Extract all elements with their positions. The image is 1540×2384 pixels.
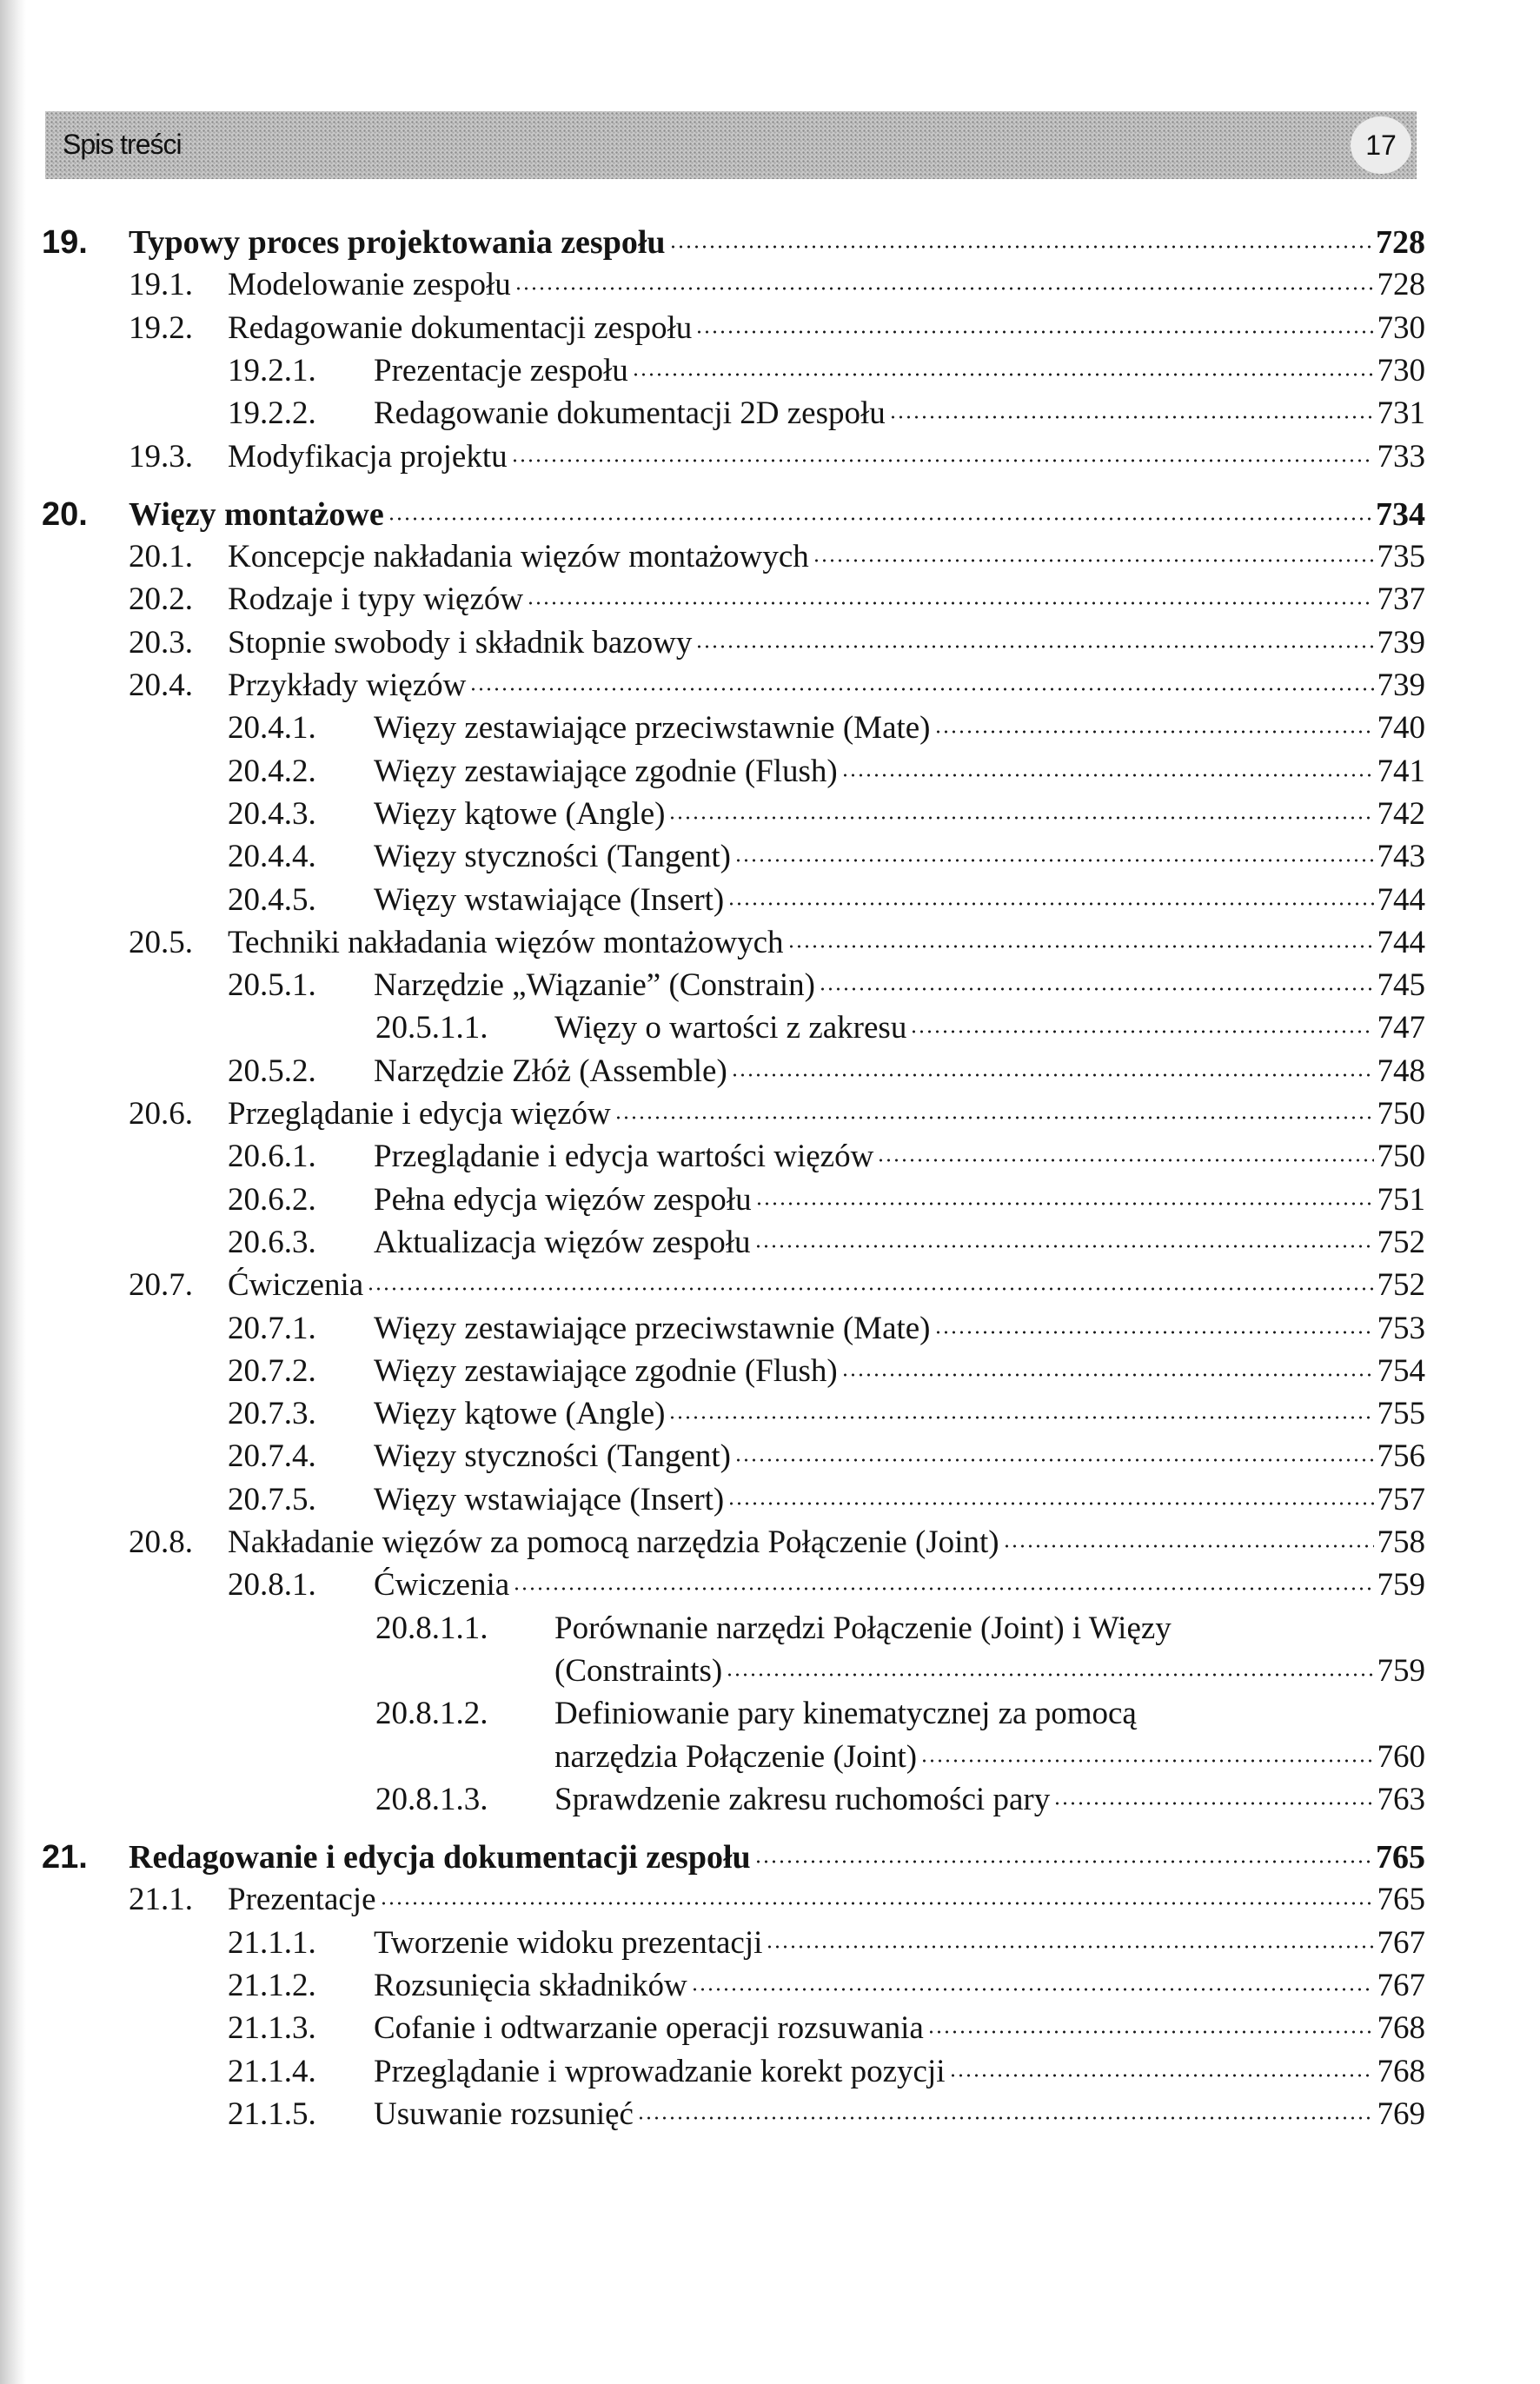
entry-number: 21.1.2. [228,1968,316,2003]
toc-entry[interactable] [0,922,1425,964]
entry-line [129,1836,1425,1878]
page-number: 731 [1377,395,1425,432]
entry-title: Więzy kątowe (Angle) [374,1396,666,1432]
entry-line [374,393,1425,435]
entry-line [228,922,1425,964]
entry-number: 19.2.1. [228,352,316,388]
dot-leader [927,2028,1374,2036]
entry-number: 20.7. [129,1267,193,1304]
entry-number: 20.4.1. [228,710,316,747]
entry-title: Redagowanie dokumentacji zespołu [228,309,693,346]
toc-entry[interactable] [0,2051,1425,2093]
toc-entry[interactable] [0,2094,1425,2135]
toc-entry[interactable] [0,836,1425,878]
entry-line [374,1564,1425,1606]
entry-line [554,1007,1425,1049]
page-number: 728 [1376,224,1425,261]
toc-entry[interactable] [0,1879,1425,1921]
toc-entry[interactable] [0,393,1425,435]
dot-leader [949,2071,1374,2080]
entry-title: Więzy zestawiające przeciwstawnie (Mate) [374,1310,931,1346]
entry-number: 20.2. [129,581,193,618]
toc-entry[interactable] [0,1308,1425,1350]
entry-title: Więzy styczności (Tangent) [374,839,731,875]
entry-number: 20.8. [129,1524,193,1560]
dot-leader [469,685,1373,694]
dot-leader [637,2114,1374,2122]
page-number: 768 [1377,2053,1425,2089]
entry-title-line1: Definiowanie pary kinematycznej za pomocą [554,1696,1137,1732]
dot-leader [727,900,1373,908]
entry-title: narzędzia Połączenie (Joint) [554,1738,918,1775]
toc-entry[interactable] [0,1436,1425,1478]
entry-title: Tworzenie widoku prezentacji [374,1924,763,1961]
entry-number: 20.5. [129,924,193,960]
entry-line [374,1479,1425,1521]
toc-entry[interactable] [0,536,1425,578]
entry-line [129,222,1425,263]
dot-leader [511,456,1374,465]
entry-number: 20.4.4. [228,839,316,875]
entry-line [228,1265,1425,1306]
page-number: 759 [1377,1652,1425,1689]
chapter-number: 21. [42,1839,88,1876]
page-number: 733 [1377,438,1425,475]
entry-title: Więzy wstawiające (Insert) [374,1481,725,1517]
toc-entry[interactable] [0,1222,1425,1264]
dot-leader [841,771,1374,780]
entry-line [228,579,1425,621]
toc-entry[interactable] [0,751,1425,793]
toc-entry[interactable] [0,1922,1425,1964]
entry-number: 20.5.2. [228,1053,316,1089]
entry-number: 20.6.3. [228,1224,316,1260]
chapter-number: 20. [42,495,88,533]
dot-leader [934,1328,1374,1337]
entry-title: Rozsunięcia składników [374,1968,687,2003]
entry-line [374,1922,1425,1964]
page-number: 748 [1377,1053,1425,1089]
entry-line [374,1308,1425,1350]
entry-title: Więzy zestawiające zgodnie (Flush) [374,1352,838,1389]
dot-leader [695,328,1373,336]
page-number: 743 [1377,839,1425,875]
entry-line [374,794,1425,835]
page-number: 769 [1377,2095,1425,2132]
page-number: 754 [1377,1352,1425,1389]
dot-leader [754,1242,1374,1251]
entry-line [129,494,1425,535]
page-number: 735 [1377,539,1425,575]
page-number: 742 [1377,795,1425,832]
dot-leader [1003,1542,1374,1551]
entry-number: 19.1. [129,267,193,303]
entry-number: 20.4.3. [228,795,316,832]
dot-leader [731,1071,1374,1079]
chapter-entry[interactable] [0,1836,1425,1878]
dot-leader [695,642,1373,651]
entry-number: 21.1.1. [228,1924,316,1961]
chapter-title: Redagowanie i edycja dokumentacji zespołu [129,1839,751,1876]
toc-entry[interactable] [0,1522,1425,1564]
entry-line [554,1779,1425,1821]
entry-title: Przeglądanie i wprowadzanie korekt pozycji [374,2053,946,2089]
dot-leader [734,1456,1374,1464]
dot-leader [877,1156,1373,1165]
dot-leader [727,1499,1373,1508]
entry-number: 21.1. [129,1882,193,1918]
entry-number: 20.6. [129,1096,193,1132]
entry-title: Koncepcje nakładania więzów montażowych [228,539,809,575]
dot-leader [920,1756,1373,1765]
entry-title: Redagowanie dokumentacji 2D zespołu [374,395,886,432]
page-number: 739 [1377,624,1425,661]
entry-line [374,1222,1425,1264]
entry-number: 20.4.2. [228,753,316,789]
entry-number: 20.5.1. [228,967,316,1004]
entry-title: Przeglądanie i edycja więzów [228,1096,611,1132]
entry-number: 20.3. [129,624,193,661]
toc-entry[interactable] [0,965,1425,1006]
page-number: 734 [1376,495,1425,533]
entry-line [374,880,1425,921]
entry-title: Usuwanie rozsunięć [374,2095,634,2132]
page-number: 750 [1377,1139,1425,1175]
chapter-title: Więzy montażowe [129,495,384,533]
entry-line [374,1351,1425,1392]
entry-line [228,436,1425,478]
toc-entry[interactable] [0,622,1425,664]
entry-number: 20.7.1. [228,1310,316,1346]
entry-title: Więzy styczności (Tangent) [374,1438,731,1475]
entry-line [228,1093,1425,1135]
entry-line [374,707,1425,749]
entry-title: Prezentacje [228,1882,376,1918]
dot-leader [910,1027,1373,1036]
page-number: 765 [1376,1839,1425,1876]
entry-title: Techniki nakładania więzów montażowych [228,924,784,960]
toc-entry[interactable] [0,880,1425,921]
entry-title: Sprawdzenie zakresu ruchomości pary [554,1781,1051,1817]
page-number: 760 [1377,1738,1425,1775]
entry-title: Narzędzie Złóż (Assemble) [374,1053,727,1089]
dot-leader [787,942,1374,951]
entry-title: Rodzaje i typy więzów [228,581,524,618]
entry-number: 21.1.4. [228,2053,316,2089]
entry-title: Modelowanie zespołu [228,267,511,303]
page-number: 767 [1377,1968,1425,2003]
entry-title: Nakładanie więzów za pomocą narzędzia Połączenie (Joint) [228,1524,999,1560]
page-number: 755 [1377,1396,1425,1432]
entry-number: 20.7.3. [228,1396,316,1432]
entry-number: 20.6.1. [228,1139,316,1175]
entry-line [228,665,1425,707]
entry-number: 20.8.1.3. [375,1781,488,1817]
toc-entry[interactable] [0,665,1425,707]
entry-line [554,1650,1425,1692]
page-number: 758 [1377,1524,1425,1560]
page-number: 752 [1377,1224,1425,1260]
entry-title: Przykłady więzów [228,667,467,703]
dot-leader [766,1942,1373,1951]
toc-entry[interactable] [0,2008,1425,2049]
entry-line [374,836,1425,878]
toc-entry-continuation[interactable] [0,1650,1425,1692]
entry-line [228,1522,1425,1564]
toc-entry[interactable] [0,436,1425,478]
entry-number: 21.1.5. [228,2095,316,2132]
entry-number: 20.4.5. [228,881,316,918]
dot-leader [668,813,1373,822]
chapter-number: 19. [42,224,88,261]
chapter-entry[interactable] [0,222,1425,263]
entry-title: Więzy o wartości z zakresu [554,1010,907,1046]
entry-title: (Constraints) [554,1652,723,1689]
toc-entry[interactable] [0,1136,1425,1178]
entry-number: 20.1. [129,539,193,575]
page-number: 745 [1377,967,1425,1004]
entry-number: 19.2. [129,309,193,346]
dot-leader [1053,1799,1373,1808]
entry-line [374,751,1425,793]
toc-entry[interactable] [0,1693,1425,1735]
page-number: 740 [1377,710,1425,747]
page-number: 753 [1377,1310,1425,1346]
entry-title: Pełna edycja więzów zespołu [374,1181,752,1218]
page-number: 737 [1377,581,1425,618]
entry-number: 19.2.2. [228,395,316,432]
dot-leader [934,727,1374,736]
entry-line [374,1136,1425,1178]
toc-entry[interactable] [0,1265,1425,1306]
dot-leader [367,1285,1373,1293]
toc-entry[interactable] [0,1007,1425,1049]
entry-line [228,308,1425,349]
dot-leader [726,1670,1373,1679]
entry-line [374,1393,1425,1435]
toc-entry[interactable] [0,1564,1425,1606]
entry-line [228,264,1425,306]
entry-line [554,1737,1425,1778]
page-number: 765 [1377,1882,1425,1918]
page-number: 768 [1377,2010,1425,2047]
entry-line [374,965,1425,1006]
page-number: 730 [1377,309,1425,346]
dot-leader [841,1371,1374,1379]
entry-title: Stopnie swobody i składnik bazowy [228,624,693,661]
toc-entry[interactable] [0,1393,1425,1435]
page-number: 744 [1377,924,1425,960]
entry-number: 20.8.1. [228,1567,316,1604]
entry-number: 20.7.2. [228,1352,316,1389]
entry-title: Więzy wstawiające (Insert) [374,881,725,918]
entry-number: 20.6.2. [228,1181,316,1218]
page-number: 739 [1377,667,1425,703]
entry-title: Narzędzie „Wiązanie” (Constrain) [374,967,815,1004]
chapter-title: Typowy proces projektowania zespołu [129,224,666,261]
entry-title: Cofanie i odtwarzanie operacji rozsuwania [374,2010,924,2047]
toc-entry[interactable] [0,1479,1425,1521]
entry-line [228,622,1425,664]
chapter-entry[interactable] [0,494,1425,535]
dot-leader [889,413,1374,422]
entry-title-line1: Porównanie narzędzi Połączenie (Joint) i Więzy [554,1610,1172,1646]
entry-line [374,1051,1425,1092]
toc-entry-continuation[interactable] [0,1737,1425,1778]
entry-line [374,1965,1425,2007]
entry-line [228,1879,1425,1921]
page-number: 752 [1377,1267,1425,1304]
page-number: 747 [1377,1010,1425,1046]
entry-line [374,2051,1425,2093]
toc-entry[interactable] [0,1965,1425,2007]
dot-leader [754,1857,1372,1866]
entry-line [374,2094,1425,2135]
dot-leader [632,370,1374,379]
page-number: 767 [1377,1924,1425,1961]
dot-leader [514,284,1374,293]
page-number: 744 [1377,881,1425,918]
entry-line [374,2008,1425,2049]
entry-line [374,1436,1425,1478]
dot-leader [755,1199,1374,1208]
toc-entry[interactable] [0,1051,1425,1092]
toc-entry[interactable] [0,264,1425,306]
toc-entry[interactable] [0,350,1425,392]
page-number: 759 [1377,1567,1425,1604]
entry-title: Ćwiczenia [228,1267,364,1304]
page-number: 757 [1377,1481,1425,1517]
toc-entry[interactable] [0,1779,1425,1821]
toc-entry[interactable] [0,794,1425,835]
dot-leader [614,1113,1374,1122]
entry-title: Więzy zestawiające zgodnie (Flush) [374,753,838,789]
header-label: Spis treści [63,129,182,160]
entry-title: Aktualizacja więzów zespołu [374,1224,751,1260]
entry-number: 20.4. [129,667,193,703]
entry-line [374,350,1425,392]
page-number: 728 [1377,267,1425,303]
dot-leader [668,1413,1373,1422]
page-number: 730 [1377,352,1425,388]
entry-number: 20.7.5. [228,1481,316,1517]
dot-leader [669,242,1372,251]
page-number: 750 [1377,1096,1425,1132]
toc-entry[interactable] [0,1093,1425,1135]
entry-line [228,536,1425,578]
entry-title: Więzy zestawiające przeciwstawnie (Mate) [374,710,931,747]
entry-number: 20.5.1.1. [375,1010,488,1046]
dot-leader [813,556,1374,565]
dot-leader [513,1584,1373,1593]
dot-leader [819,985,1374,993]
dot-leader [691,1985,1374,1994]
toc-entry[interactable] [0,579,1425,621]
entry-title: Więzy kątowe (Angle) [374,795,666,832]
entry-number: 21.1.3. [228,2010,316,2047]
page-number: 751 [1377,1181,1425,1218]
header-page-number: 17 [1351,116,1411,174]
toc-entry[interactable] [0,707,1425,749]
entry-number: 20.8.1.2. [375,1696,488,1732]
entry-title: Przeglądanie i edycja wartości więzów [374,1139,874,1175]
page-number: 741 [1377,753,1425,789]
entry-title: Modyfikacja projektu [228,438,508,475]
entry-title: Ćwiczenia [374,1567,510,1604]
dot-leader [388,515,1372,523]
toc-entry[interactable] [0,308,1425,349]
entry-number: 20.8.1.1. [375,1610,488,1646]
dot-leader [380,1899,1374,1908]
entry-number: 20.7.4. [228,1438,316,1475]
page-number: 756 [1377,1438,1425,1475]
toc-entry[interactable] [0,1179,1425,1221]
dot-leader [734,856,1374,865]
toc-entry[interactable] [0,1608,1425,1650]
entry-title: Prezentacje zespołu [374,352,628,388]
entry-line [374,1179,1425,1221]
toc-entry[interactable] [0,1351,1425,1392]
page-number: 763 [1377,1781,1425,1817]
dot-leader [527,599,1373,608]
entry-number: 19.3. [129,438,193,475]
